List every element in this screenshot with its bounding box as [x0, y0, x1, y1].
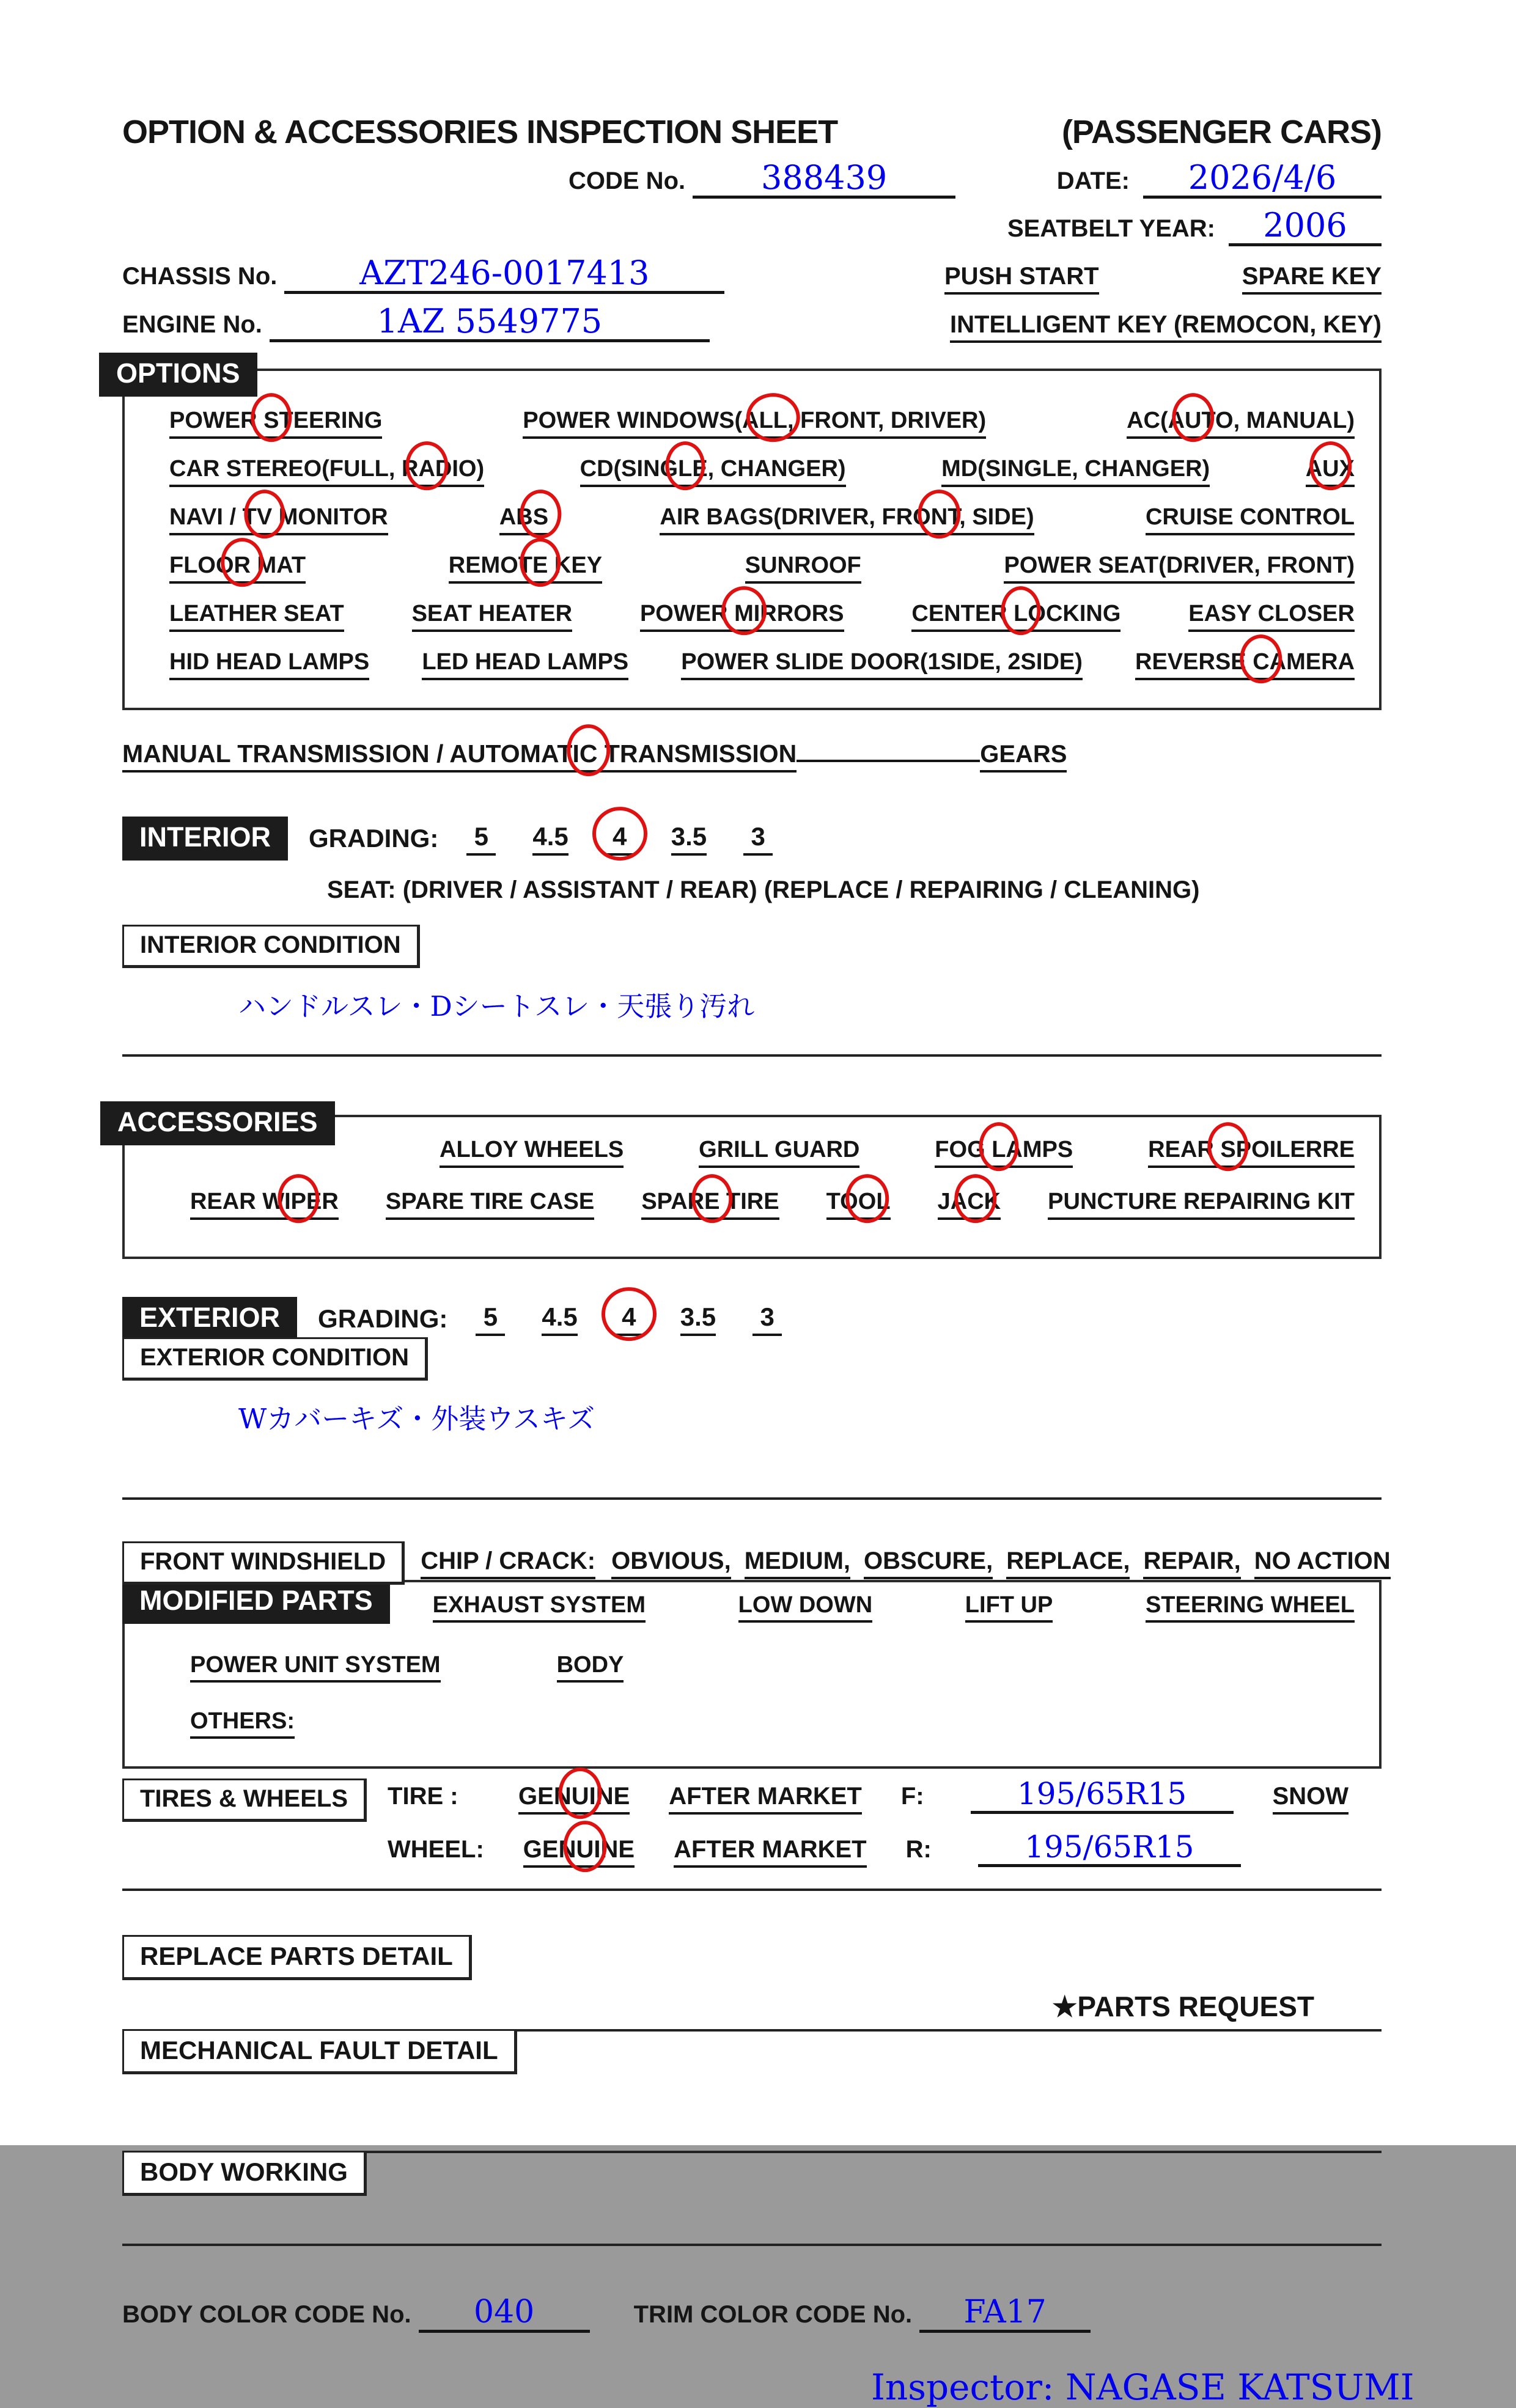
- label-fragment: FOG: [935, 1137, 992, 1163]
- label-fragment: ER: [306, 1189, 339, 1215]
- chip-crack-choice: REPAIR,: [1143, 1547, 1240, 1579]
- wheel-row: [388, 1829, 1382, 1868]
- exterior-condition-box: EXTERIOR CONDITION: [122, 1337, 428, 1381]
- options-row: [152, 408, 1355, 439]
- label-fragment: MAT: [251, 552, 306, 579]
- label-fragment: CRUISE CONTROL: [1145, 504, 1355, 530]
- red-circle-mark: R: [234, 552, 251, 579]
- modified-part-item: LIFT UP: [965, 1592, 1053, 1623]
- red-circle-mark: L: [678, 456, 693, 482]
- label-fragment: TIRE: [719, 1189, 779, 1215]
- red-circle-mark: U: [576, 1836, 594, 1863]
- parts-request-label: PARTS REQUEST: [1077, 1991, 1314, 2023]
- front-size-value: 195/65R15: [971, 1778, 1234, 1814]
- accessory-item: [1048, 1189, 1355, 1220]
- front-windshield-box: FRONT WINDSHIELD: [122, 1541, 405, 1585]
- red-circle-mark: A: [418, 456, 435, 482]
- grade-item: 4: [614, 1302, 644, 1336]
- label-fragment: AMPS: [1006, 1137, 1073, 1163]
- exterior-condition-note: Wカバーキズ・外装ウスキズ: [238, 1403, 595, 1436]
- front-size-label: F:: [900, 1783, 924, 1810]
- option-item: [169, 601, 344, 632]
- chassis-row: [122, 256, 1382, 295]
- others-label: OTHERS:: [190, 1708, 295, 1739]
- front-windshield-row: [122, 1541, 1391, 1585]
- label-fragment: EASY CLOSER: [1188, 601, 1355, 627]
- modified-parts-items: [433, 1592, 1355, 1623]
- chassis-value: AZT246-0017413: [284, 256, 724, 294]
- seatbelt-year-label: SEATBELT YEAR:: [1007, 215, 1215, 243]
- red-circle-mark: LL: [759, 408, 788, 434]
- parts-request: [122, 1990, 1314, 2023]
- wheel-after-market: AFTER MARKET: [674, 1836, 867, 1868]
- label-fragment: SUNROOF: [745, 552, 861, 579]
- interior-grading-label: GRADING:: [309, 824, 439, 853]
- options-row: [152, 504, 1355, 535]
- exterior-grading-label: GRADING:: [318, 1304, 448, 1334]
- modified-parts-section: [122, 1580, 1382, 1769]
- label-fragment: MONITOR: [272, 504, 388, 530]
- modified-part-item: POWER UNIT SYSTEM: [190, 1652, 441, 1683]
- section-divider: [122, 1497, 1382, 1500]
- grade-item: 3: [743, 822, 773, 856]
- intelligent-key-label: INTELLIGENT KEY (REMOCON, KEY): [950, 311, 1382, 343]
- option-item: [681, 649, 1083, 680]
- label-fragment: LED HEAD LAMPS: [422, 649, 629, 675]
- modified-part-item: BODY: [557, 1652, 624, 1683]
- option-item: [911, 601, 1120, 632]
- code-value: 388439: [693, 161, 955, 199]
- label-fragment: JA: [937, 1189, 968, 1215]
- label-fragment: OCKING: [1028, 601, 1121, 627]
- label-fragment: CENTER: [911, 601, 1014, 627]
- accessory-item: [440, 1137, 624, 1168]
- options-row: [152, 601, 1355, 632]
- label-fragment: TO, MANUAL): [1201, 408, 1355, 434]
- option-item: [169, 504, 388, 535]
- option-item: [1306, 456, 1355, 487]
- transmission-line: [122, 740, 1382, 773]
- chip-crack-choice: NO ACTION: [1254, 1547, 1391, 1579]
- option-item: [422, 649, 628, 680]
- gears-blank: [797, 757, 980, 762]
- rear-size-value: 195/65R15: [978, 1832, 1241, 1867]
- exterior-grading-row: [122, 1297, 1382, 1341]
- red-circle-mark: U: [571, 1783, 589, 1810]
- accessories-row: [440, 1137, 1355, 1168]
- accessory-item: [699, 1137, 859, 1168]
- option-item: [169, 456, 484, 487]
- red-circle-mark: L: [992, 1137, 1006, 1163]
- label-fragment: , FRONT, DRIVER): [787, 408, 987, 434]
- label-fragment: SPARE TIRE CASE: [385, 1189, 595, 1215]
- label-fragment: PUNCTURE REPAIRING KIT: [1048, 1189, 1355, 1215]
- label-fragment: SEAT HEATER: [411, 601, 573, 627]
- modified-parts-row: [190, 1708, 1355, 1739]
- date-label: DATE:: [1056, 167, 1130, 194]
- label-fragment: CAR STEREO(FULL, R: [169, 456, 419, 482]
- red-circle-mark: O: [858, 1189, 877, 1215]
- accessories-header: ACCESSORIES: [100, 1101, 335, 1145]
- modified-part-item: STEERING WHEEL: [1146, 1592, 1355, 1623]
- chassis-label: CHASSIS No.: [122, 263, 278, 290]
- tires-wheels-box: TIRES & WHEELS: [122, 1778, 367, 1822]
- seatbelt-year-value: 2006: [1229, 208, 1382, 246]
- seat-line: SEAT: (DRIVER / ASSISTANT / REAR) (REPLACE / REPAIRING / CLEANING): [327, 876, 1200, 904]
- option-item: [1127, 408, 1355, 439]
- grade-item: 4: [605, 822, 635, 856]
- red-circle-mark: E: [532, 552, 548, 579]
- options-row: [152, 552, 1355, 584]
- label-fragment: REAR: [1148, 1137, 1221, 1163]
- label-fragment: TEERING: [279, 408, 383, 434]
- label-fragment: NAVI / T: [169, 504, 257, 530]
- red-circle-mark: S: [1220, 1137, 1236, 1163]
- label-fragment: A: [1305, 456, 1323, 482]
- option-item: [169, 552, 306, 584]
- option-item: [1004, 552, 1355, 584]
- options-header: OPTIONS: [99, 353, 257, 397]
- body-color-label: BODY COLOR CODE No.: [122, 2301, 411, 2329]
- trim-color-value: FA17: [919, 2296, 1091, 2333]
- label-fragment: TO: [826, 1189, 858, 1215]
- code-label: CODE No.: [568, 167, 686, 194]
- section-divider: [122, 2244, 1382, 2246]
- label-fragment: POWER: [169, 408, 264, 434]
- date-value: 2026/4/6: [1143, 161, 1382, 199]
- red-circle-mark: U: [1322, 456, 1339, 482]
- tire-genuine: [518, 1783, 630, 1815]
- exterior-header: EXTERIOR: [122, 1297, 297, 1341]
- label-fragment: INE: [594, 1836, 635, 1863]
- label-fragment: CD(SING: [580, 456, 679, 482]
- accessory-item: [190, 1189, 339, 1220]
- red-circle-mark: P: [290, 1189, 307, 1215]
- red-circle-mark: V: [256, 504, 273, 530]
- option-item: [449, 552, 602, 584]
- label-fragment: FLOO: [169, 552, 234, 579]
- options-section: [116, 358, 1382, 710]
- passenger-cars-label: (PASSENGER CARS): [1061, 114, 1382, 150]
- engine-label: ENGINE No.: [122, 311, 262, 339]
- option-item: [745, 552, 861, 584]
- red-circle-mark: S: [532, 504, 549, 530]
- rear-size-label: R:: [905, 1836, 932, 1863]
- option-item: [499, 504, 548, 535]
- tires-wheels-section: [122, 1778, 1382, 1868]
- accessories-section: [117, 1106, 1382, 1259]
- snow-label: SNOW: [1273, 1783, 1349, 1815]
- interior-condition-note: ハンドルスレ・Dシートスレ・天張り汚れ: [238, 990, 755, 1023]
- red-circle-mark: C: [967, 1189, 984, 1215]
- tire-label: TIRE :: [388, 1783, 458, 1810]
- option-item: [580, 456, 846, 487]
- label-fragment: AMERA: [1269, 649, 1355, 675]
- label-fragment: AIR BAGS(DRIVER, FRO: [660, 504, 931, 530]
- grade-item: 4.5: [542, 1302, 577, 1336]
- accessory-item: [1148, 1137, 1355, 1168]
- accessory-item: [826, 1189, 891, 1220]
- option-item: [660, 504, 1034, 535]
- star-icon: ★: [1052, 1991, 1078, 2023]
- accessory-item: [386, 1189, 594, 1220]
- red-circle-mark: E: [704, 1189, 720, 1215]
- label-fragment: E, CHANGER): [692, 456, 846, 482]
- gears-label: GEARS: [980, 741, 1067, 773]
- interior-condition-box: INTERIOR CONDITION: [122, 925, 420, 968]
- option-item: [1135, 649, 1355, 680]
- label-fragment: DIO): [435, 456, 485, 482]
- label-fragment: LEATHER SEAT: [169, 601, 344, 627]
- options-row: [152, 456, 1355, 487]
- red-circle-mark: S: [263, 408, 279, 434]
- label-fragment: SPAR: [641, 1189, 705, 1215]
- interior-grades: [466, 822, 773, 856]
- options-rows: [152, 408, 1355, 680]
- label-fragment: TRANSMISSION: [597, 740, 797, 768]
- interior-header: INTERIOR: [122, 817, 288, 861]
- header: [122, 113, 1382, 151]
- label-fragment: INE: [589, 1783, 630, 1810]
- tire-row: [388, 1778, 1382, 1815]
- section-divider: [122, 1889, 1382, 1891]
- label-fragment: AC(A: [1127, 408, 1185, 434]
- mechanical-fault-detail-box: MECHANICAL FAULT DETAIL: [122, 2029, 517, 2074]
- option-item: [169, 408, 382, 439]
- accessory-item: [938, 1189, 1001, 1220]
- red-circle-mark: M: [734, 601, 754, 627]
- modified-parts-row: [139, 1585, 1355, 1624]
- label-fragment: POWER SEAT(DRIVER, FRONT): [1004, 552, 1355, 579]
- chip-crack-choice: REPLACE,: [1006, 1547, 1130, 1579]
- body-color-value: 040: [419, 2296, 590, 2333]
- red-circle-mark: C: [579, 740, 598, 768]
- engine-value: 1AZ 5549775: [270, 304, 710, 342]
- red-circle-mark: N: [930, 504, 948, 530]
- accessory-item: [641, 1189, 779, 1220]
- red-circle-mark: L: [1014, 601, 1028, 627]
- label-fragment: REMOT: [448, 552, 532, 579]
- label-fragment: POWER WINDOWS(A: [523, 408, 759, 434]
- label-fragment: X: [1339, 456, 1355, 482]
- label-fragment: REAR WI: [190, 1189, 291, 1215]
- interior-grading-row: [122, 817, 1382, 861]
- label-fragment: IRRORS: [753, 601, 844, 627]
- accessory-item: [935, 1137, 1073, 1168]
- label-fragment: POWER: [639, 601, 735, 627]
- inspector-line: [871, 2366, 1415, 2408]
- red-circle-mark: U: [1185, 408, 1202, 434]
- option-item: [1188, 601, 1355, 632]
- label-fragment: MANUAL TRANSMISSION / AUTOMATI: [122, 740, 580, 768]
- label-fragment: MD(SINGLE, CHANGER): [941, 456, 1210, 482]
- red-circle-mark: C: [1253, 649, 1270, 675]
- inspector-label: Inspector:: [871, 2366, 1054, 2408]
- code-date-row: [122, 158, 1382, 199]
- option-item: [941, 456, 1210, 487]
- label-fragment: POILERRE: [1235, 1137, 1355, 1163]
- option-item: [169, 649, 369, 680]
- spare-key-label: SPARE KEY: [1242, 263, 1382, 295]
- chip-crack-choice: OBSCURE,: [864, 1547, 993, 1579]
- grade-item: 5: [476, 1302, 505, 1336]
- option-item: [640, 601, 844, 632]
- grade-item: 5: [466, 822, 496, 856]
- chip-crack-choice: OBVIOUS,: [611, 1547, 731, 1579]
- wheel-label: WHEEL:: [388, 1836, 484, 1863]
- label-fragment: K: [984, 1189, 1001, 1215]
- label-fragment: L: [876, 1189, 891, 1215]
- label-fragment: AB: [499, 504, 533, 530]
- page-title: OPTION & ACCESSORIES INSPECTION SHEET: [122, 114, 838, 150]
- inspector-value: NAGASE KATSUMI: [1065, 2366, 1415, 2408]
- tire-after-market: AFTER MARKET: [669, 1783, 862, 1815]
- body-working-box: BODY WORKING: [122, 2151, 367, 2196]
- push-start-label: PUSH START: [944, 263, 1099, 295]
- label-fragment: POWER SLIDE DOOR(1SIDE, 2SIDE): [681, 649, 1083, 675]
- label-fragment: KEY: [548, 552, 603, 579]
- modified-parts-row: [190, 1652, 1355, 1683]
- color-codes-row: [122, 2296, 1382, 2333]
- engine-row: [122, 304, 1382, 343]
- option-item: [412, 601, 573, 632]
- label-fragment: GEN: [518, 1783, 572, 1810]
- modified-part-item: LOW DOWN: [738, 1592, 873, 1623]
- options-row: [152, 649, 1355, 680]
- option-item: [1146, 504, 1355, 535]
- label-fragment: HID HEAD LAMPS: [169, 649, 370, 675]
- modified-part-item: EXHAUST SYSTEM: [433, 1592, 646, 1623]
- grade-item: 3.5: [680, 1302, 716, 1336]
- trim-color-label: TRIM COLOR CODE No.: [633, 2301, 913, 2329]
- grade-item: 3: [752, 1302, 782, 1336]
- section-divider: [122, 1054, 1382, 1057]
- exterior-grades: [476, 1302, 782, 1336]
- chip-crack-choices: [611, 1547, 1391, 1579]
- transmission-label: [122, 740, 797, 773]
- wheel-genuine: [523, 1836, 635, 1868]
- label-fragment: GRILL GUARD: [699, 1137, 860, 1163]
- label-fragment: GEN: [523, 1836, 576, 1863]
- chip-crack-choice: MEDIUM,: [745, 1547, 850, 1579]
- label-fragment: ALLOY WHEELS: [440, 1137, 624, 1163]
- grade-item: 3.5: [671, 822, 707, 856]
- chip-crack-label: CHIP / CRACK:: [421, 1547, 595, 1579]
- grade-item: 4.5: [532, 822, 568, 856]
- accessories-row: [190, 1189, 1355, 1220]
- replace-parts-detail-box: REPLACE PARTS DETAIL: [122, 1935, 472, 1980]
- option-item: [523, 408, 986, 439]
- modified-parts-header: MODIFIED PARTS: [122, 1580, 390, 1624]
- label-fragment: T, SIDE): [948, 504, 1034, 530]
- label-fragment: REVERSE: [1135, 649, 1253, 675]
- seatbelt-row: [122, 208, 1382, 246]
